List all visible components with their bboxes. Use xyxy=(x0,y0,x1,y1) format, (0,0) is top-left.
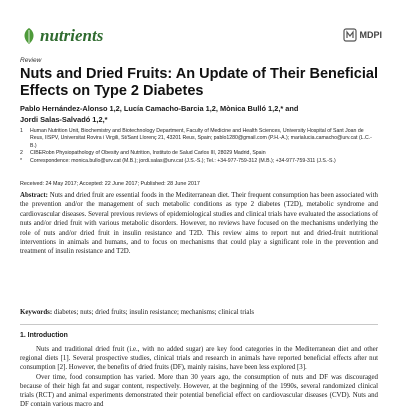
author-line[interactable]: Jordi Salas-Salvadó 1,2,* xyxy=(20,115,108,124)
abstract-label: Abstract: xyxy=(20,192,48,199)
journal-logo[interactable] xyxy=(22,26,103,46)
publication-dates: Received: 24 May 2017; Accepted: 22 June 2017; Published: 28 June 2017 xyxy=(20,181,200,187)
mdpi-logo-icon xyxy=(343,28,357,42)
author-line[interactable]: Pablo Hernández-Alonso 1,2, Lucía Camacho-Barcia 1,2, Mònica Bulló 1,2,* and xyxy=(20,104,299,113)
affiliation-text: CIBERobn Physiopathology of Obesity and Nutrition, Instituto de Salud Carlos III, 28029 Madrid, Spain xyxy=(30,150,266,157)
body-paragraph: Nuts and traditional dried fruit (i.e., with no added sugar) are key food categories in the Mediterranean diet and other regional diets [1]. Several prospective studies, clinical trials and research in animals have reported beneficial effects after nut consumption [2]. However, the benefits of dried fruits (DF), mainly raisins, have been less explored [3]. xyxy=(20,346,378,372)
article-type: Review xyxy=(20,57,42,64)
abstract-text: Nuts and dried fruit are essential foods in the Mediterranean diet. Their frequent consumption has been associated with the prevention and/or the management of such metabolic conditions as type 2 diabetes (T2D), metabolic syndrome and cardiovascular diseases. Several previous reviews of epidemiological studies and clinical trials have evaluated the associations of nuts and/or dried fruit with various metabolic disorders. However, no reviews have focused on the mechanisms underlying the role of nuts and/or dried fruit in insulin resistance and T2D. This review aims to report nut and dried-fruit nutritional interventions in animals and humans, and to focus on mechanisms that could play a significant role in the prevention and treatment of insulin resistance and T2D. xyxy=(20,192,378,256)
keywords-label: Keywords: xyxy=(20,309,53,316)
journal-header xyxy=(22,24,382,52)
correspondence-text[interactable]: Correspondence: monica.bullo@urv.cat (M.B.); jordi.salas@urv.cat (J.S.-S.); Tel.: +34-977-759-312 (M.B.); +34-977-759-311 (J.S.-S.) xyxy=(30,157,336,164)
affiliation-number: 2 xyxy=(20,150,23,157)
publisher-logo[interactable] xyxy=(343,28,383,42)
body-text xyxy=(20,345,378,409)
correspondence xyxy=(20,158,378,165)
affiliation-number: * xyxy=(20,157,23,164)
keywords-text: diabetes; nuts; dried fruits; insulin resistance; mechanisms; clinical trials xyxy=(53,309,255,316)
body-paragraph: Over time, food consumption has varied. More than 30 years ago, the consumption of nuts and DF was discouraged because of their high fat and sugar content, respectively. However, at the beginning of the 1990s, several randomized clinical trials (RCT) and animal experiments demonstrated their potential beneficial effect on cardiovascular diseases (CVD). Nuts and DF contain various macro and xyxy=(20,373,378,409)
leaf-icon xyxy=(22,27,36,45)
section-divider xyxy=(20,324,378,325)
section-heading: 1. Introduction xyxy=(20,332,68,339)
paper-title: Nuts and Dried Fruits: An Update of Their Beneficial Effects on Type 2 Diabetes xyxy=(20,66,378,99)
abstract xyxy=(20,191,378,257)
author-list xyxy=(20,103,378,125)
affiliation-item xyxy=(20,150,378,157)
affiliation-text: Human Nutrition Unit, Biochemistry and Biotechnology Department, Faculty of Medicine and Health Sciences, University Hospital of Sant Joan de Reus, IISPV, Universitat Rovira i Virgili, St/Sant Llorenç 21, 43201 Reus, Spain; pablo1280@gmail.com (P.H.-A.); mariaIucia.camacho@urv.cat (L.C.-B.) xyxy=(30,128,372,149)
affiliation-number: 1 xyxy=(20,128,23,134)
journal-name: nutrients xyxy=(40,26,104,45)
publisher-name: MDPI xyxy=(359,30,382,40)
affiliation-item xyxy=(20,128,378,150)
keywords xyxy=(20,308,378,317)
affiliations xyxy=(20,128,378,165)
